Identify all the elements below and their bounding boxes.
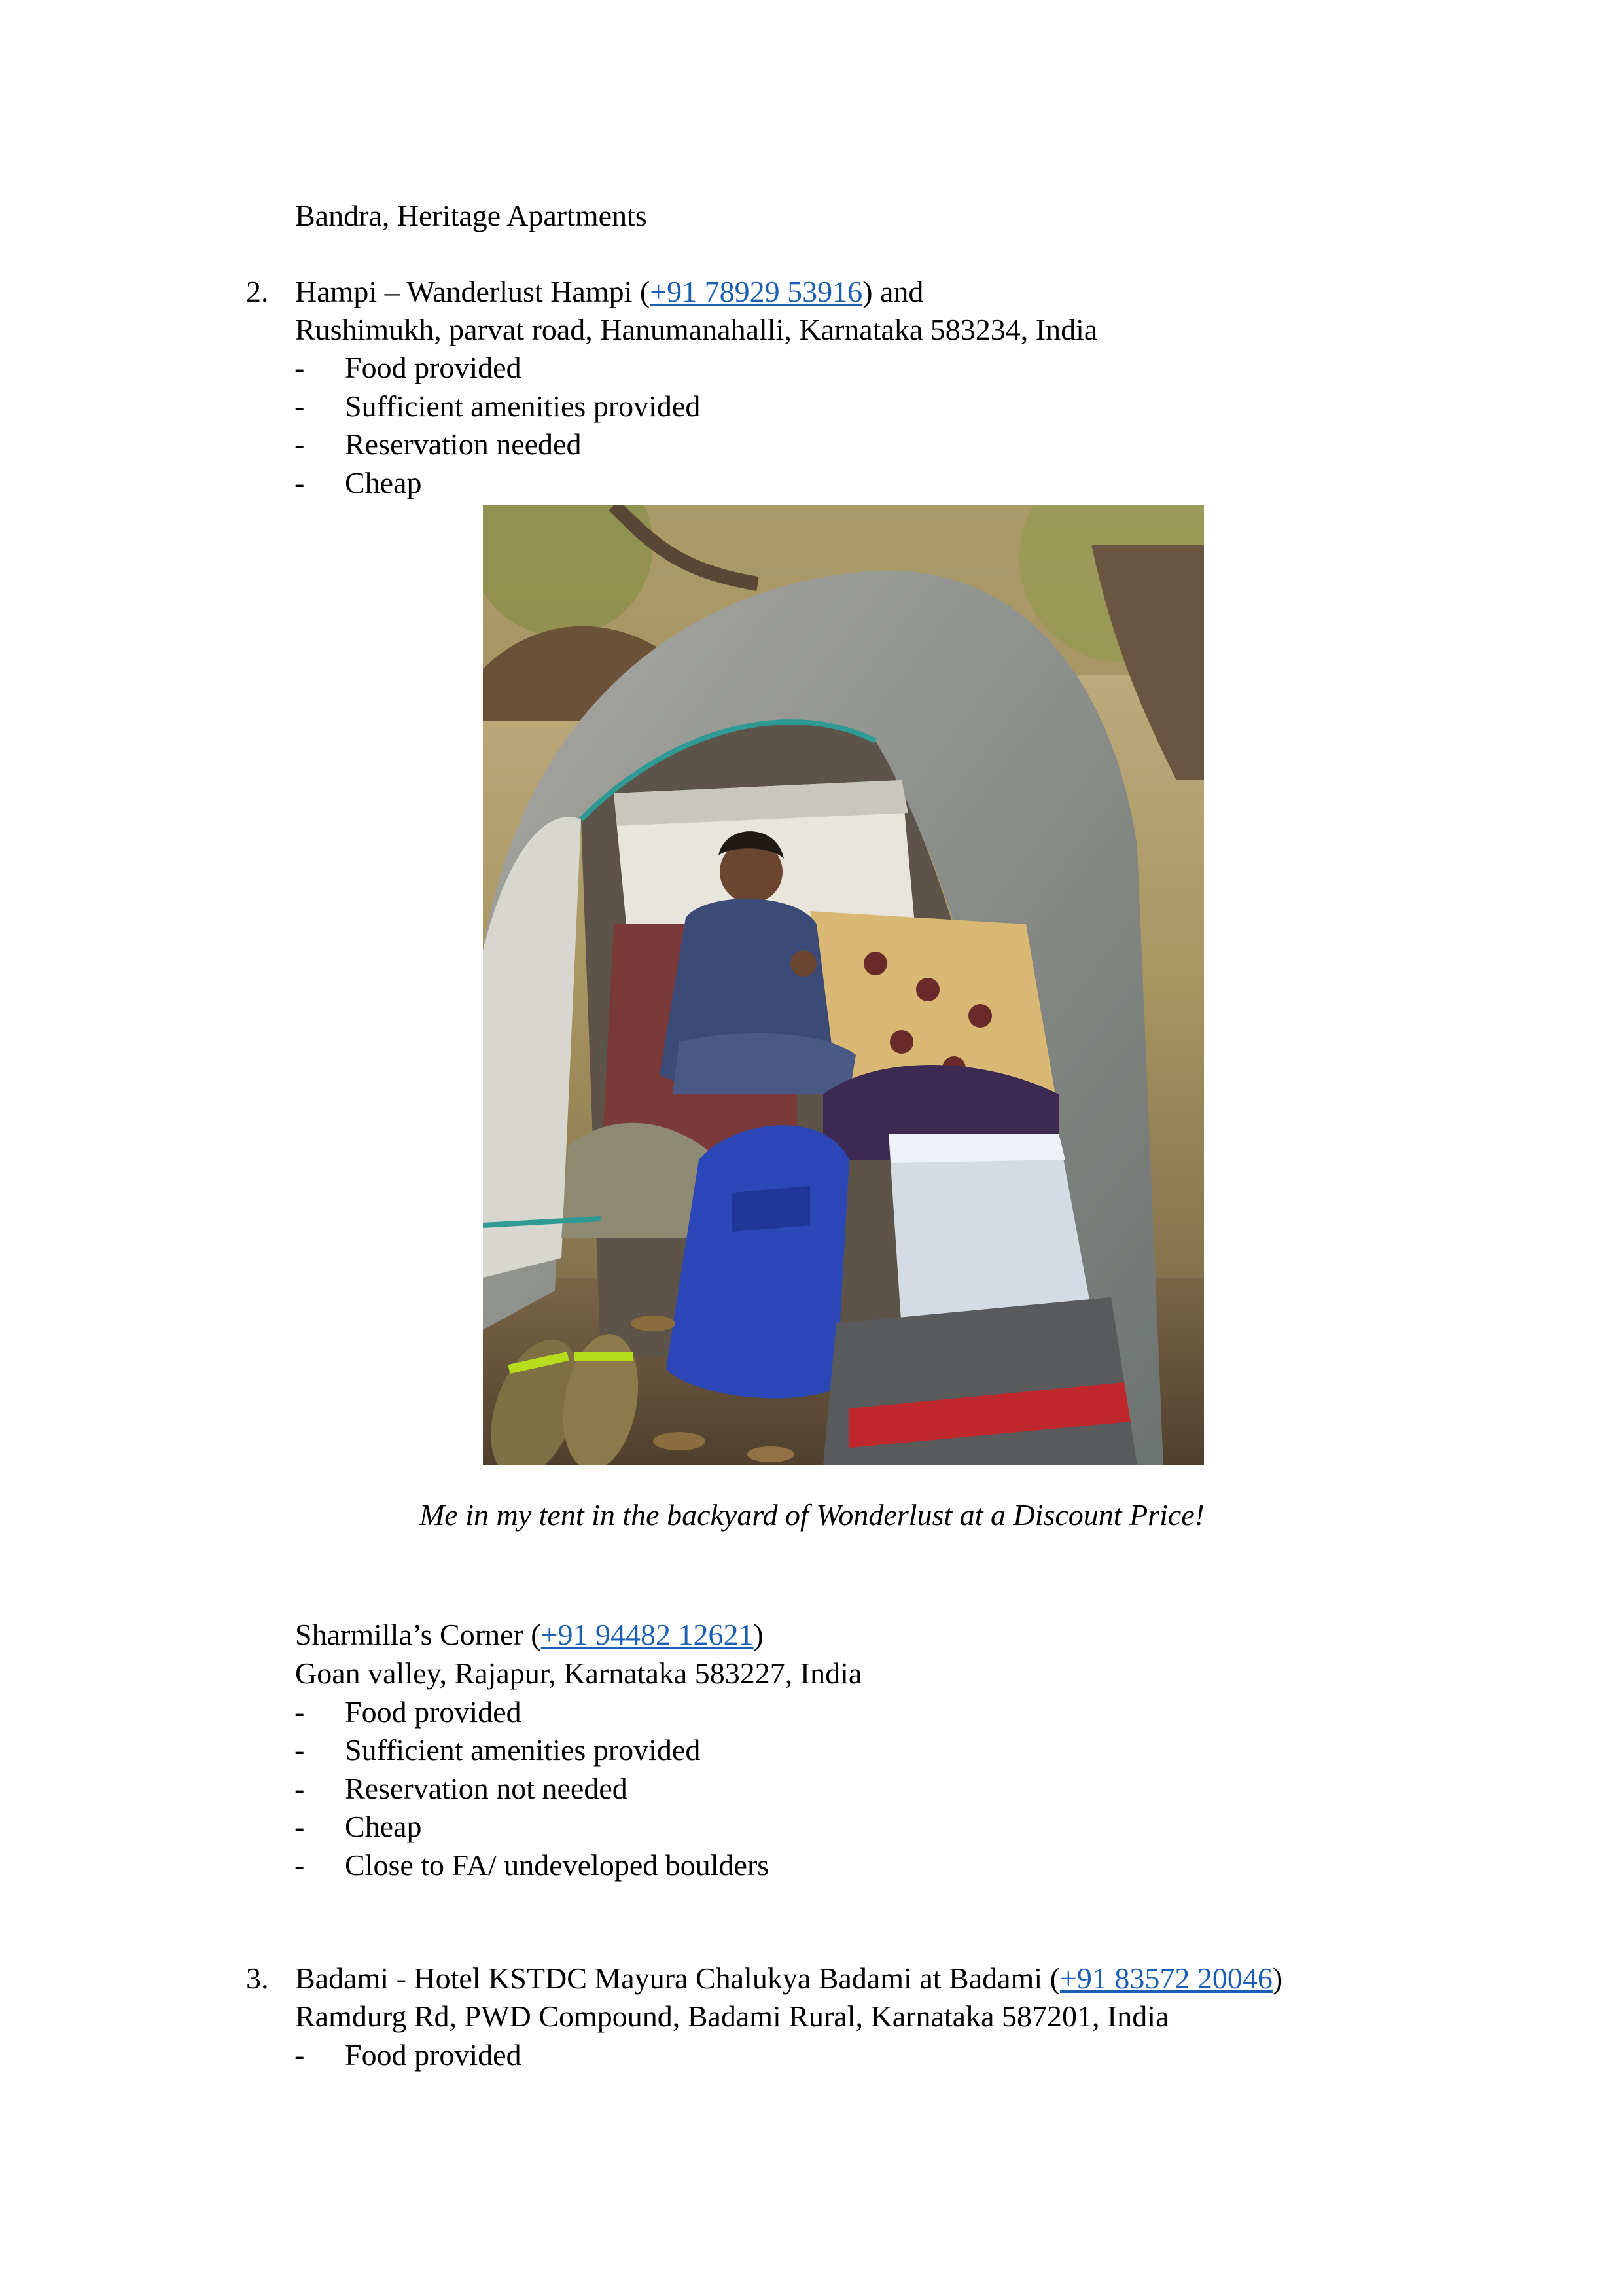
photo-caption: Me in my tent in the backyard of Wonderlust at a Discount Price! <box>419 1498 1205 1532</box>
bullet-dash: - <box>294 1695 305 1729</box>
address-line-bandra: Bandra, Heritage Apartments <box>295 199 647 232</box>
bullet-dash: - <box>294 351 305 384</box>
bullet-dash: - <box>294 1810 305 1843</box>
sharmilla-phone-link[interactable]: +91 94482 12621 <box>540 1618 754 1651</box>
hampi-bullet-cheap: Cheap <box>345 466 422 499</box>
bullet-dash: - <box>294 2038 305 2072</box>
badami-title-prefix: Badami - Hotel KSTDC Mayura Chalukya Badami at Badami ( <box>295 1962 1060 1995</box>
sharmilla-bullet-boulders: Close to FA/ undeveloped boulders <box>345 1848 769 1882</box>
hampi-title <box>295 274 923 310</box>
sharmilla-bullet-reservation: Reservation not needed <box>345 1772 627 1805</box>
list-number-3: 3. <box>246 1962 269 1995</box>
bullet-dash: - <box>294 466 305 499</box>
badami-title <box>295 1960 1282 1997</box>
hampi-title-prefix: Hampi – Wanderlust Hampi ( <box>295 275 650 308</box>
badami-phone-link[interactable]: +91 83572 20046 <box>1059 1962 1273 1995</box>
sharmilla-title <box>295 1617 764 1653</box>
hampi-title-suffix: ) and <box>862 275 924 308</box>
hampi-bullet-reservation: Reservation needed <box>345 427 582 461</box>
bullet-dash: - <box>294 1848 305 1882</box>
hampi-bullet-amenities: Sufficient amenities provided <box>345 389 701 423</box>
bullet-dash: - <box>294 1772 305 1805</box>
sharmilla-bullet-food: Food provided <box>345 1695 521 1729</box>
tent-photo <box>483 505 1204 1465</box>
badami-bullet-food: Food provided <box>345 2038 521 2072</box>
sharmilla-title-suffix: ) <box>753 1618 764 1651</box>
sharmilla-bullet-amenities: Sufficient amenities provided <box>345 1733 701 1767</box>
bullet-dash: - <box>294 1733 305 1767</box>
sharmilla-address: Goan valley, Rajapur, Karnataka 583227, India <box>295 1657 862 1690</box>
sharmilla-title-prefix: Sharmilla’s Corner ( <box>295 1618 541 1651</box>
sharmilla-bullet-cheap: Cheap <box>345 1810 422 1843</box>
hampi-address: Rushimukh, parvat road, Hanumanahalli, Karnataka 583234, India <box>295 313 1098 346</box>
bullet-dash: - <box>294 427 305 461</box>
bullet-dash: - <box>294 389 305 423</box>
badami-title-suffix: ) <box>1272 1962 1283 1995</box>
list-number-2: 2. <box>246 275 269 308</box>
badami-address: Ramdurg Rd, PWD Compound, Badami Rural, Karnataka 587201, India <box>295 2000 1169 2033</box>
hampi-phone-link[interactable]: +91 78929 53916 <box>650 275 863 308</box>
hampi-bullet-food: Food provided <box>345 351 521 384</box>
